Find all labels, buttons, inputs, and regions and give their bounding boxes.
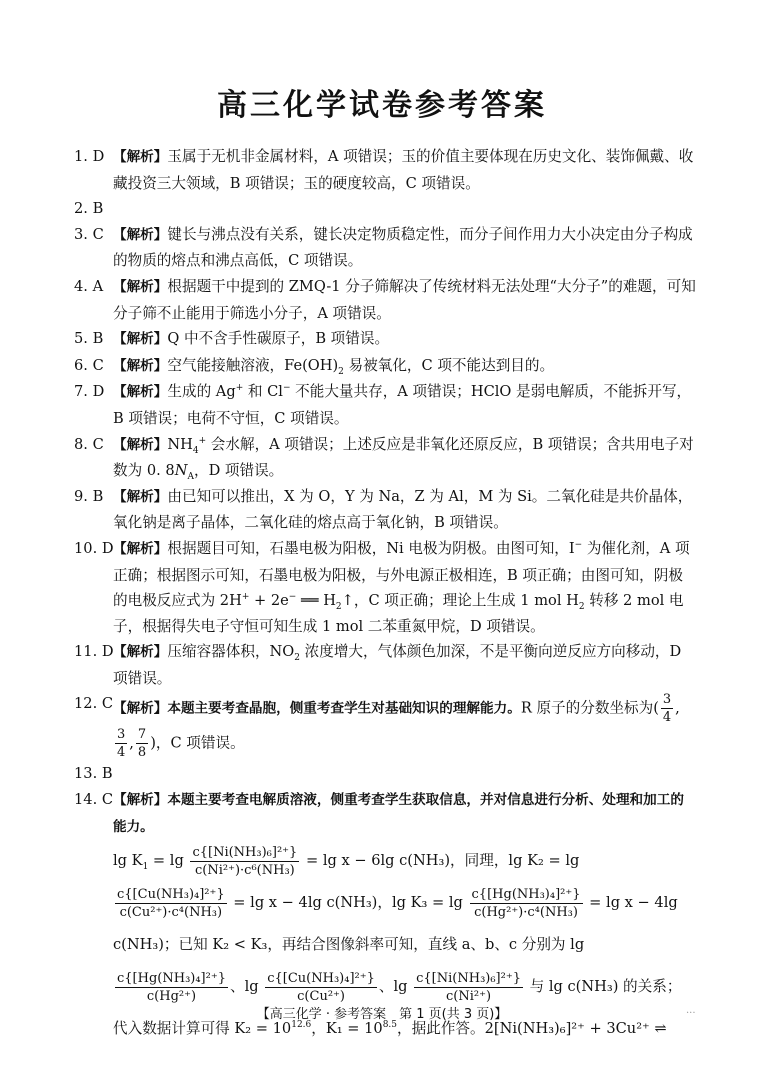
answer-text: 不能大量共存，A 项错误；HClO 是弱电解质，不能拆开写，B 项错误；电荷不守恒，C 项错误。 bbox=[113, 383, 692, 427]
page-footer: 【高三化学 · 参考答案 第 1 页(共 3 页)】 bbox=[256, 1007, 508, 1022]
answer-item-10 bbox=[74, 536, 696, 639]
answer-text: 和 Cl bbox=[243, 383, 283, 401]
corner-mark: ... bbox=[686, 1005, 696, 1016]
analysis-tag: 【解析】 bbox=[113, 488, 168, 505]
answer-number: 9. B bbox=[74, 487, 104, 505]
analysis-tag: 【解析】 bbox=[113, 436, 168, 453]
answer-number: 7. D bbox=[74, 383, 105, 401]
analysis-tag: 【解析】 bbox=[113, 226, 168, 243]
denominator: c(Cu²⁺)·c⁴(NH₃) bbox=[119, 904, 223, 920]
answer-text: + 2e bbox=[249, 592, 289, 610]
answer-number: 12. C bbox=[74, 695, 114, 713]
denominator: 4 bbox=[662, 710, 672, 726]
superscript: + bbox=[198, 435, 207, 446]
formula-text: 与 lg c(NH₃) 的关系；代入数据计算可得 K₂ = 10 bbox=[113, 978, 682, 1038]
analysis-tag: 【解析】 bbox=[113, 149, 168, 165]
answer-text: ══ H bbox=[296, 592, 336, 610]
exponent: 8.5 bbox=[382, 1020, 398, 1031]
answer-item-12: 12. C 【解析】本题主要考查晶胞，侧重考查学生对基础知识的理解能力。R 原子的分数坐标为( $\frac{3}{4}$ , $\frac{3}{4}$ , $\frac{7}{8}$ )，C 项错误。 bbox=[74, 692, 680, 761]
answer-text: )，C 项错误。 bbox=[150, 734, 245, 752]
numerator: 3 bbox=[117, 727, 126, 743]
formula-text: = lg bbox=[148, 852, 189, 870]
analysis-tag: 【解析】 bbox=[113, 700, 168, 717]
exponent: 12.6 bbox=[291, 1020, 312, 1031]
answer-item-13 bbox=[74, 761, 696, 787]
answer-number: 8. C bbox=[74, 435, 104, 453]
answer-item-4 bbox=[74, 274, 696, 326]
numerator: c{[Cu(NH₃)₄]²⁺} bbox=[267, 970, 375, 986]
numerator: c{[Hg(NH₃)₄]²⁺} bbox=[471, 886, 581, 902]
subscript: 2 bbox=[294, 653, 301, 664]
numerator: c{[Ni(NH₃)₆]²⁺} bbox=[192, 844, 298, 860]
answer-number: 2. B bbox=[74, 200, 104, 218]
superscript: − bbox=[288, 592, 297, 603]
answer-number: 14. C bbox=[74, 791, 114, 809]
answer-text: 根据题干中提到的 ZMQ-1 分子筛解决了传统材料无法处理“大分子”的难题，可知分子筛不止能用于筛选小分子，A 项错误。 bbox=[113, 277, 696, 322]
answer-number: 4. A bbox=[74, 277, 104, 295]
answer-text: 转移 2 mol 电子，根据得失电子守恒可知生成 1 mol 二苯重氮甲烷，D 项错误。 bbox=[113, 592, 684, 635]
answer-text: 空气能接触溶液，Fe(OH) bbox=[167, 356, 339, 374]
formula-text: ，据此作答。2[Ni(NH₃)₆]²⁺ + 3Cu²⁺ ⇌ bbox=[397, 1020, 667, 1038]
focus-statement: 本题主要考查晶胞，侧重考查学生对基础知识的理解能力。 bbox=[167, 700, 521, 717]
fraction bbox=[470, 886, 583, 921]
answer-item-7 bbox=[74, 379, 696, 431]
subscript: 2 bbox=[338, 366, 344, 377]
answer-text: R 原子的分数坐标为( bbox=[520, 699, 659, 717]
answer-number: 3. C bbox=[74, 225, 104, 243]
answer-text: 键长与沸点没有关系，键长决定物质稳定性，而分子间作用力大小决定由分子构成的物质的熔点和沸点高低，C 项错误。 bbox=[113, 225, 693, 270]
answer-number: 6. C bbox=[74, 356, 104, 374]
answer-text: NH bbox=[167, 435, 193, 453]
numerator: c{[Cu(NH₃)₄]²⁺} bbox=[117, 886, 225, 902]
fraction bbox=[265, 970, 377, 1005]
answer-number: 1. D bbox=[74, 148, 105, 165]
answer-item-2 bbox=[74, 196, 696, 222]
analysis-tag: 【解析】 bbox=[113, 644, 168, 661]
answer-text: 由已知可以推出，X 为 O，Y 为 Na，Z 为 Al，M 为 Si。二氧化硅是共价晶体，氧化钠是离子晶体，二氧化硅的熔点高于氧化钠，B 项错误。 bbox=[113, 487, 693, 532]
answer-text: 易被氧化，C 项不能达到目的。 bbox=[343, 356, 555, 374]
denominator: 4 bbox=[117, 745, 126, 761]
focus-statement: 本题主要考查电解质溶液，侧重考查学生获取信息，并对信息进行分析、处理和加工的能力。 bbox=[113, 792, 684, 835]
denominator: 8 bbox=[137, 745, 147, 761]
answer-text: 浓度增大，气体颜色加深，不是平衡向逆反应方向移动，D 项错误。 bbox=[113, 643, 682, 687]
superscript: + bbox=[241, 592, 250, 603]
answer-item-5 bbox=[74, 326, 696, 353]
answer-list bbox=[74, 144, 696, 1050]
formula-text: 、lg bbox=[229, 978, 264, 996]
numerator: 7 bbox=[137, 727, 147, 743]
answer-item-11 bbox=[74, 639, 696, 691]
subscript: 2 bbox=[578, 602, 585, 612]
analysis-tag: 【解析】 bbox=[113, 384, 168, 401]
fraction bbox=[115, 886, 227, 921]
analysis-tag: 【解析】 bbox=[113, 792, 168, 809]
page-title: 高三化学试卷参考答案 bbox=[217, 88, 547, 123]
answer-text: ↑，C 项正确；理论上生成 1 mol H bbox=[341, 592, 579, 610]
answer-number: 10. D bbox=[74, 539, 114, 557]
fraction bbox=[414, 970, 523, 1005]
superscript: + bbox=[235, 383, 244, 394]
subscript: A bbox=[187, 472, 194, 483]
fraction bbox=[115, 970, 228, 1005]
answer-text: 生成的 Ag bbox=[167, 383, 236, 401]
analysis-tag: 【解析】 bbox=[113, 357, 168, 374]
formula-text: = lg x − 4lg c(NH₃)，lg K₃ = lg bbox=[228, 894, 468, 912]
numerator: c{[Hg(NH₃)₄]²⁺} bbox=[117, 970, 226, 986]
subscript: 4 bbox=[192, 445, 199, 456]
analysis-tag: 【解析】 bbox=[113, 540, 168, 557]
formula-text: = lg x − 4lg c(NH₃)；已知 K₂ < K₃，再结合图像斜率可知，直线 a、b、c 分别为 lg bbox=[113, 894, 678, 954]
formula-text: 、lg bbox=[378, 978, 413, 996]
fraction bbox=[136, 726, 148, 761]
subscript: 2 bbox=[335, 602, 342, 612]
answer-text: 压缩容器体积，NO bbox=[167, 643, 295, 661]
answer-text: Q 中不含手性碳原子，B 项错误。 bbox=[167, 330, 390, 348]
answer-text: 玉属于无机非金属材料，A 项错误；玉的价值主要体现在历史文化、装饰佩戴、收藏投资三大领域，B 项错误；玉的硬度较高，C 项错误。 bbox=[113, 148, 694, 192]
answer-number: 11. D bbox=[74, 643, 114, 661]
formula-text: lg K bbox=[113, 852, 143, 870]
answer-item-9 bbox=[74, 484, 696, 536]
numerator: 3 bbox=[662, 692, 672, 708]
answer-number: 13. B bbox=[74, 765, 113, 783]
fraction bbox=[661, 691, 673, 726]
answer-item-1 bbox=[74, 144, 696, 196]
denominator: c(Cu²⁺) bbox=[297, 988, 345, 1004]
denominator: c(Hg²⁺) bbox=[146, 988, 197, 1004]
answer-text: 为催化剂，A 项正确；根据图示可知，石墨电极为阳极，与外电源正极相连，B 项正确；由图可知，阴极的电极反应式为 2H bbox=[113, 539, 690, 610]
formula-text: = lg x − 6lg c(NH₃)，同理，lg K₂ = lg bbox=[301, 852, 580, 870]
denominator: c(Ni²⁺) bbox=[446, 988, 492, 1004]
answer-item-6 bbox=[74, 353, 696, 380]
answer-text: ，D 项错误。 bbox=[193, 462, 284, 480]
superscript: − bbox=[282, 383, 291, 394]
subscript: 1 bbox=[142, 862, 149, 873]
answer-item-3 bbox=[74, 222, 696, 274]
denominator: c(Hg²⁺)·c⁴(NH₃) bbox=[474, 904, 578, 920]
fraction bbox=[190, 844, 299, 879]
analysis-tag: 【解析】 bbox=[113, 278, 168, 295]
analysis-tag: 【解析】 bbox=[113, 331, 168, 348]
avogadro-symbol: N bbox=[174, 462, 188, 480]
answer-text: 根据题目可知，石墨电极为阳极，Ni 电极为阴极。由图可知，I bbox=[167, 539, 575, 557]
denominator: c(Ni²⁺)·c⁶(NH₃) bbox=[195, 862, 295, 878]
numerator: c{[Ni(NH₃)₆]²⁺} bbox=[416, 970, 521, 986]
answer-item-8 bbox=[74, 432, 696, 484]
answer-text: 会水解，A 项错误；上述反应是非氧化还原反应，B 项错误；含共用电子对数为 0. 8 bbox=[113, 435, 694, 480]
formula-text: ，K₁ = 10 bbox=[311, 1020, 383, 1038]
answer-number: 5. B bbox=[74, 330, 104, 348]
fraction bbox=[115, 726, 127, 761]
superscript: − bbox=[574, 540, 583, 551]
